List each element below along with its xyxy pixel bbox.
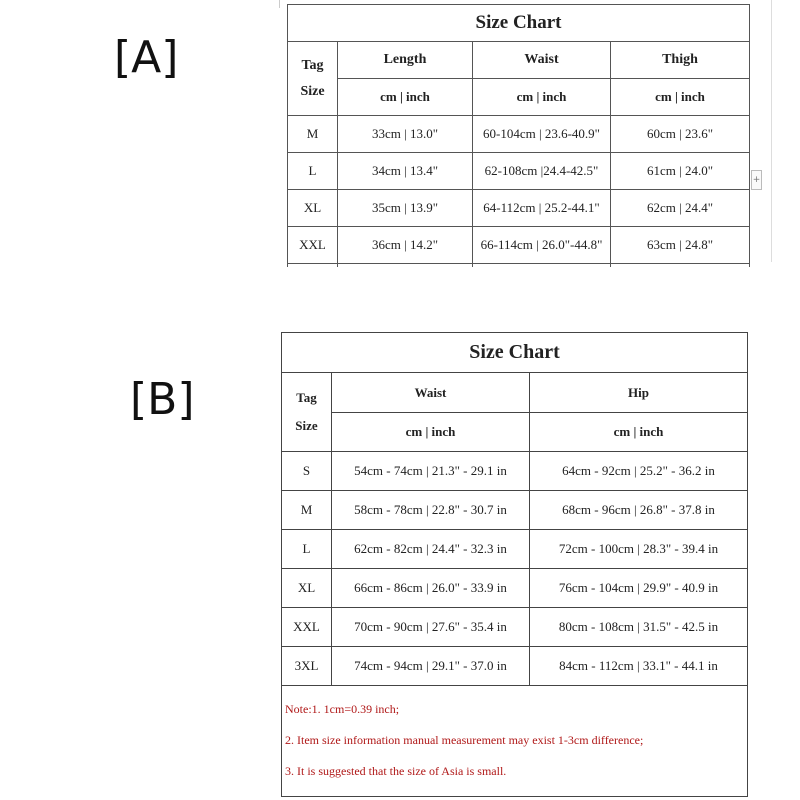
waist-cell: 62-108cm |24.4-42.5" bbox=[473, 153, 611, 190]
notes-section bbox=[282, 686, 748, 797]
cropped-row bbox=[288, 264, 750, 268]
thigh-cell: 63cm | 24.8" bbox=[611, 227, 750, 264]
size-cell: 3XL bbox=[282, 647, 332, 686]
waist-cell: 58cm - 78cm | 22.8" - 30.7 in bbox=[332, 491, 530, 530]
table-row bbox=[282, 452, 748, 491]
unit-header: cm | inch bbox=[332, 413, 530, 452]
hip-cell: 72cm - 100cm | 28.3" - 39.4 in bbox=[530, 530, 748, 569]
table-title: Size Chart bbox=[288, 5, 750, 42]
waist-cell: 54cm - 74cm | 21.3" - 29.1 in bbox=[332, 452, 530, 491]
table-row bbox=[288, 153, 750, 190]
size-label: Size bbox=[300, 83, 325, 99]
table-row bbox=[288, 116, 750, 153]
panel-b-label: [B] bbox=[130, 374, 195, 425]
thigh-cell: 61cm | 24.0" bbox=[611, 153, 750, 190]
page-edge bbox=[279, 0, 280, 8]
size-chart-table-a bbox=[287, 4, 750, 267]
panel-a-label: [A] bbox=[114, 32, 179, 83]
column-header-waist: Waist bbox=[332, 373, 530, 413]
table-row bbox=[282, 491, 748, 530]
waist-cell: 74cm - 94cm | 29.1" - 37.0 in bbox=[332, 647, 530, 686]
unit-header: cm | inch bbox=[611, 79, 750, 116]
waist-cell: 64-112cm | 25.2-44.1" bbox=[473, 190, 611, 227]
tag-size-header bbox=[282, 373, 332, 452]
size-cell: XL bbox=[288, 190, 338, 227]
size-cell: L bbox=[282, 530, 332, 569]
table-row bbox=[282, 530, 748, 569]
waist-cell: 62cm - 82cm | 24.4" - 32.3 in bbox=[332, 530, 530, 569]
tag-label: Tag bbox=[296, 390, 317, 405]
table-row bbox=[282, 608, 748, 647]
table-row bbox=[288, 190, 750, 227]
size-cell: S bbox=[282, 452, 332, 491]
waist-cell: 70cm - 90cm | 27.6" - 35.4 in bbox=[332, 608, 530, 647]
size-cell: XL bbox=[282, 569, 332, 608]
size-cell: L bbox=[288, 153, 338, 190]
column-header-thigh: Thigh bbox=[611, 42, 750, 79]
note-2: 2. Item size information manual measurement may exist 1-3cm difference; bbox=[285, 733, 644, 747]
column-header-length: Length bbox=[338, 42, 473, 79]
size-cell: XXL bbox=[288, 227, 338, 264]
waist-cell: 66cm - 86cm | 26.0" - 33.9 in bbox=[332, 569, 530, 608]
page-edge bbox=[771, 0, 772, 262]
waist-cell: 66-114cm | 26.0"-44.8" bbox=[473, 227, 611, 264]
size-label: Size bbox=[295, 418, 318, 433]
tag-label: Tag bbox=[301, 57, 324, 73]
length-cell: 33cm | 13.0" bbox=[338, 116, 473, 153]
unit-header: cm | inch bbox=[530, 413, 748, 452]
note-1: Note:1. 1cm=0.39 inch; bbox=[285, 702, 400, 716]
unit-header: cm | inch bbox=[338, 79, 473, 116]
size-chart-table-b bbox=[281, 332, 748, 797]
length-cell: 35cm | 13.9" bbox=[338, 190, 473, 227]
column-header-hip: Hip bbox=[530, 373, 748, 413]
size-cell: M bbox=[282, 491, 332, 530]
column-header-waist: Waist bbox=[473, 42, 611, 79]
size-cell: M bbox=[288, 116, 338, 153]
hip-cell: 84cm - 112cm | 33.1" - 44.1 in bbox=[530, 647, 748, 686]
table-row bbox=[288, 227, 750, 264]
hip-cell: 76cm - 104cm | 29.9" - 40.9 in bbox=[530, 569, 748, 608]
length-cell: 36cm | 14.2" bbox=[338, 227, 473, 264]
scroll-handle[interactable]: + bbox=[751, 170, 762, 190]
table-row bbox=[282, 647, 748, 686]
thigh-cell: 62cm | 24.4" bbox=[611, 190, 750, 227]
thigh-cell: 60cm | 23.6" bbox=[611, 116, 750, 153]
size-cell: XXL bbox=[282, 608, 332, 647]
length-cell: 34cm | 13.4" bbox=[338, 153, 473, 190]
table-row bbox=[282, 569, 748, 608]
hip-cell: 64cm - 92cm | 25.2" - 36.2 in bbox=[530, 452, 748, 491]
waist-cell: 60-104cm | 23.6-40.9" bbox=[473, 116, 611, 153]
tag-size-header bbox=[288, 42, 338, 116]
table-title: Size Chart bbox=[282, 333, 748, 373]
note-3: 3. It is suggested that the size of Asia is small. bbox=[285, 764, 507, 778]
hip-cell: 68cm - 96cm | 26.8" - 37.8 in bbox=[530, 491, 748, 530]
unit-header: cm | inch bbox=[473, 79, 611, 116]
hip-cell: 80cm - 108cm | 31.5" - 42.5 in bbox=[530, 608, 748, 647]
